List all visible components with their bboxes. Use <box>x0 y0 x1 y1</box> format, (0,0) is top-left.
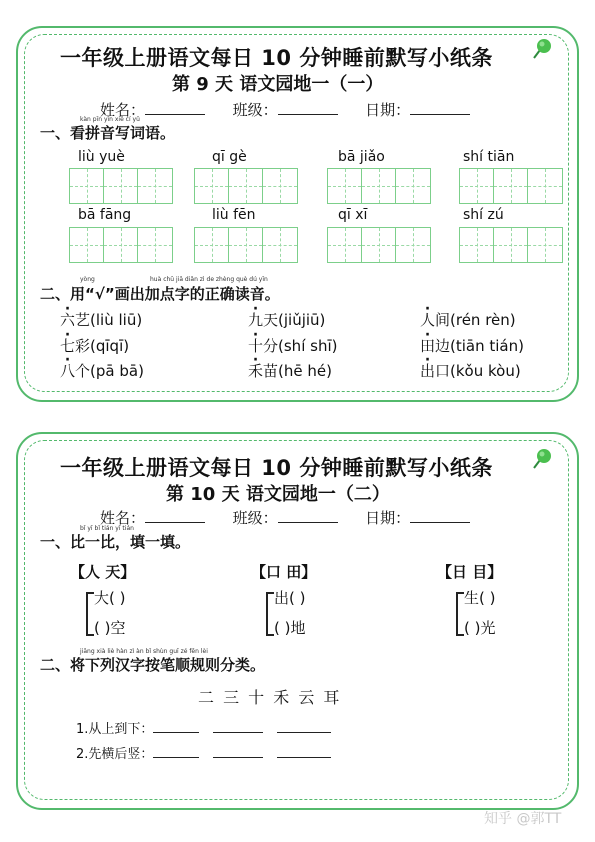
answer-blank[interactable] <box>277 746 331 758</box>
pushpin-icon <box>530 448 552 470</box>
section1-title: 一、看拼音写词语。 <box>40 124 176 142</box>
writing-grid[interactable] <box>327 227 431 263</box>
fill-blank-item[interactable]: ( )空 <box>94 619 126 637</box>
answer-blank[interactable] <box>153 721 199 733</box>
pinyin-label: bā jiǎo <box>338 149 385 165</box>
fill-blank-item[interactable]: ( )光 <box>464 619 496 637</box>
date-label: 日期： <box>365 101 411 119</box>
student-info-row <box>100 99 470 120</box>
pronunciation-item[interactable]: 十分(shí shī) <box>248 337 338 355</box>
char-pair-heading: 【日 目】 <box>437 563 503 581</box>
answer-blank[interactable] <box>213 721 263 733</box>
writing-grid[interactable] <box>69 227 173 263</box>
pinyin-label: shí zú <box>463 207 504 223</box>
fill-blank-item[interactable]: ( )地 <box>274 619 306 637</box>
fill-blank-item[interactable]: 大( ) <box>94 589 126 607</box>
pronunciation-item[interactable]: 六艺(liù liū) <box>60 311 143 329</box>
section1-title: 一、比一比，填一填。 <box>40 533 191 551</box>
pronunciation-item[interactable]: 出口(kǒu kòu) <box>420 362 521 380</box>
name-label: 姓名： <box>100 509 146 527</box>
category-line-1 <box>76 718 331 737</box>
pushpin-icon <box>530 38 552 60</box>
student-info-row <box>100 507 470 528</box>
fill-blank-item[interactable]: 出( ) <box>274 589 306 607</box>
pinyin-label: liù fēn <box>212 207 256 223</box>
writing-grid[interactable] <box>459 168 563 204</box>
pinyin-label: bā fāng <box>78 207 132 223</box>
class-field[interactable] <box>278 508 338 523</box>
sheet-subtitle: 第 10 天 语文园地一（二） <box>166 484 390 505</box>
writing-grid[interactable] <box>194 227 298 263</box>
pronunciation-item[interactable]: 田边(tiān tián) <box>420 337 524 355</box>
section-ruby: yòng <box>80 276 95 283</box>
category-line-2 <box>76 743 331 762</box>
sheet-title: 一年级上册语文每日 10 分钟睡前默写小纸条 <box>60 46 493 70</box>
stroke-order-characters: 二 三 十 禾 云 耳 <box>198 688 342 707</box>
writing-grid[interactable] <box>459 227 563 263</box>
brace <box>266 592 274 636</box>
date-field[interactable] <box>410 100 470 115</box>
writing-grid[interactable] <box>194 168 298 204</box>
category-label: 2.先横后竖： <box>76 747 154 762</box>
fill-blank-item[interactable]: 生( ) <box>464 589 496 607</box>
pronunciation-item[interactable]: 九天(jiǔjiū) <box>248 311 326 329</box>
section-ruby: bǐ yī bǐ tián yī tián <box>80 525 134 532</box>
pronunciation-item[interactable]: 八个(pā bā) <box>60 362 144 380</box>
answer-blank[interactable] <box>213 746 263 758</box>
class-field[interactable] <box>278 100 338 115</box>
pinyin-label: qī xī <box>338 207 368 223</box>
date-label: 日期： <box>365 509 411 527</box>
answer-blank[interactable] <box>153 746 199 758</box>
class-label: 班级： <box>232 101 278 119</box>
char-pair-heading: 【口 田】 <box>251 563 317 581</box>
name-label: 姓名： <box>100 101 146 119</box>
section-ruby: huà chū jiā diǎn zì de zhèng què dú yīn <box>150 276 268 283</box>
pronunciation-item[interactable]: 禾苗(hē hé) <box>248 362 332 380</box>
brace <box>86 592 94 636</box>
date-field[interactable] <box>410 508 470 523</box>
name-field[interactable] <box>145 100 205 115</box>
writing-grid[interactable] <box>327 168 431 204</box>
watermark: 知乎 @郭TT <box>484 811 562 827</box>
category-label: 1.从上到下： <box>76 722 154 737</box>
pinyin-label: qī gè <box>212 149 247 165</box>
char-pair-heading: 【人 天】 <box>70 563 136 581</box>
name-field[interactable] <box>145 508 205 523</box>
pronunciation-item[interactable]: 人间(rén rèn) <box>420 311 516 329</box>
section-ruby: jiāng xià liè hàn zì àn bǐ shùn guī zé fēn lèi <box>80 648 208 655</box>
writing-grid[interactable] <box>69 168 173 204</box>
pronunciation-item[interactable]: 七彩(qīqī) <box>60 337 130 355</box>
sheet-title: 一年级上册语文每日 10 分钟睡前默写小纸条 <box>60 456 493 480</box>
answer-blank[interactable] <box>277 721 331 733</box>
brace <box>456 592 464 636</box>
section-ruby: kàn pīn yīn xiě cí yǔ <box>80 116 140 123</box>
section2-title: 二、用“√”画出加点字的正确读音。 <box>40 285 280 303</box>
pinyin-label: shí tiān <box>463 149 515 165</box>
section2-title: 二、将下列汉字按笔顺规则分类。 <box>40 656 266 674</box>
sheet-subtitle: 第 9 天 语文园地一（一） <box>172 74 384 95</box>
pinyin-label: liù yuè <box>78 149 125 165</box>
class-label: 班级： <box>232 509 278 527</box>
